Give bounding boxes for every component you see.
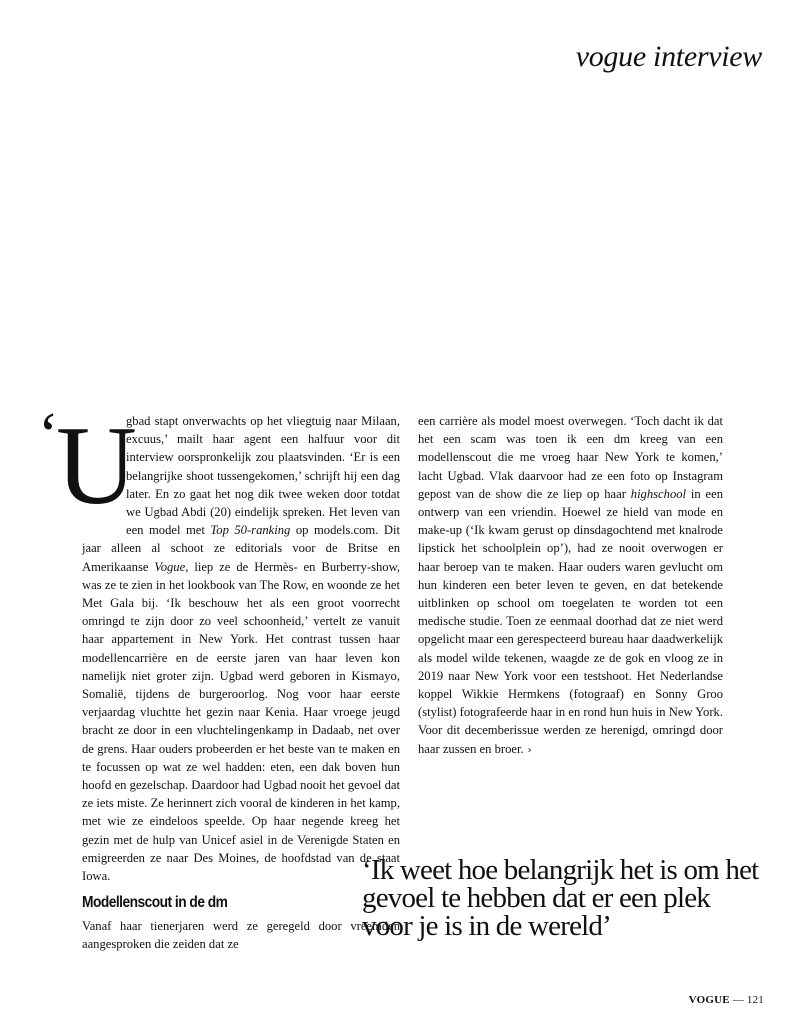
folio-separator: — — [732, 994, 744, 1006]
drop-cap-letter: U — [56, 404, 137, 528]
folio-page-number: 121 — [746, 994, 764, 1006]
article-text-3: , liep ze de Hermès- en Burberry-show, was ze te zien in het lookbook van The Row, en woonde ze het Met Gala bij. ‘Ik beschouw het als een groot voorrecht omringd te zijn door zo veel schoonheid,’ vertelt ze vanuit haar appartement in New York. Het contrast tussen haar modellencarrière en de eerste jaren van haar leven kon namelijk niet groter zijn. Ugbad werd geboren in Kismayo, Somalië, tijdens de burgeroorlog. Nog voor haar eerste verjaardag vluchtte het gezin naar Kenia. Haar vroege jeugd bracht ze door in een vluchtelingenkamp in Dadaab, net over de grens. Haar ouders probeerden er het beste van te maken en te focussen op wat ze wel hadden: eten, een dak boven hun hoofd en gezelschap. Daardoor had Ugbad nooit het gevoel dat ze iets miste. Ze herinnert zich vooral de kinderen in het kamp, met wie ze eindeloos speelde. Op haar negende kreeg het gezin met de hulp van Unicef asiel in de Verenigde Staten en emigreerden ze naar Des Moines, de hoofdstad van de staat Iowa. — [82, 559, 400, 884]
folio-brand: VOGUE — [688, 994, 730, 1006]
article-italic-vogue: Vogue — [154, 559, 186, 574]
article-text-right-1: een carrière als model moest overwegen. ‘Toch dacht ik dat het een scam was toen ik een dm kreeg van een modellenscout die me vroeg haar New York te komen,’ lacht Ugbad. Vlak daarvoor had ze een foto op Instagram gepost van de show die ze liep op haar — [418, 414, 723, 501]
article-paragraph-2: Vanaf haar tienerjaren werd ze geregeld door vreemden aangesproken die zeiden dat ze — [82, 919, 400, 952]
article-column-right — [418, 412, 723, 760]
drop-cap-quote: ‘ — [38, 401, 59, 469]
article-italic-highschool: highschool — [630, 486, 687, 501]
article-body-right — [418, 412, 723, 760]
article-subheading: Modellenscout in de dm — [82, 894, 228, 912]
drop-cap — [38, 401, 137, 528]
article-text-intro: gbad stapt onverwachts op het vliegtuig naar Milaan, excuus,’ mailt haar agent een halfuur voor dit interview oorspronkelijk zou plaatsvinden. ‘Er is een belangrijke shoot tussengekomen,’ schrijft hij een dag later. En zo gaat het nog dik twee weken door totdat we Ugbad Abdi (20) eindelijk spreken. Het leven van een model met — [126, 414, 400, 538]
article-text-right-2: in een ontwerp van een vriendin. Hoewel ze hield van mode en make-up (‘Ik kwam gerust op dinsdagochtend met knalrode lipstick het schoolplein op’), had ze nooit overwogen er haar beroep van te maken. Haar ouders waren gevlucht om hun kinderen een beter leven te geven, en dat betekende uitblinken op school om toegelaten te worden tot een medische studie. Toen ze eenmaal doorhad dat ze niet werd opgelicht maar een gerespecteerd bureau haar daadwerkelijk als model wilde tekenen, waagde ze de gok en vloog ze in 2019 naar New York voor een testshoot. Het Nederlandse koppel Wikkie Hermkens (fotograaf) en Sonny Groo (stylist) fotografeerde haar in en rond hun huis in New York. Voor dit decemberissue werden ze herenigd, omringd door haar zussen en broer. — [418, 486, 723, 756]
article-text-2: op models.com. Dit jaar alleen al schoot ze editorials voor de Britse en Amerikaanse — [82, 523, 400, 574]
article-column-left — [38, 401, 400, 954]
article-italic-ranking: Top 50-ranking — [210, 523, 291, 538]
article-paragraph-3 — [418, 412, 723, 760]
continue-arrow-icon: › — [527, 744, 532, 756]
pull-quote: ‘Ik weet hoe belangrijk het is om het gevoel te hebben dat er een plek voor je is in de wereld’ — [362, 854, 759, 942]
page-folio — [689, 994, 764, 1006]
article-body-left-continued — [82, 917, 400, 953]
section-header: vogue interview — [575, 40, 762, 73]
